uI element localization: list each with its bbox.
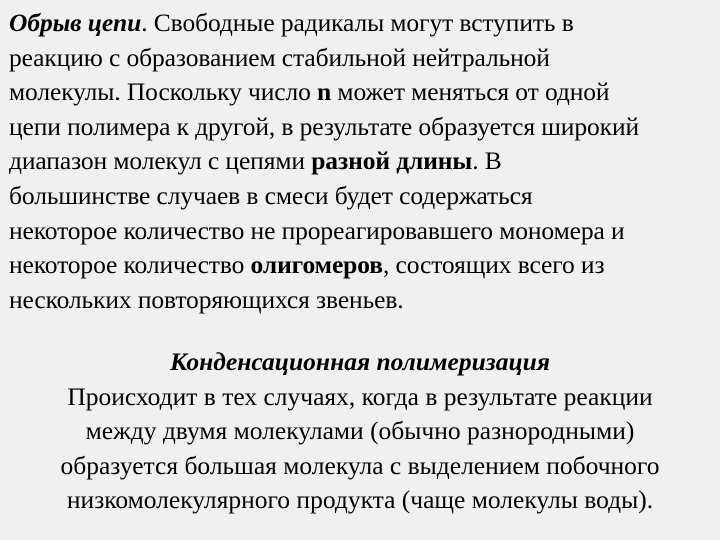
text-line: нескольких повторяющихся звеньев. (9, 284, 404, 314)
oligomers-term: олигомеров (250, 250, 383, 280)
text-fragment: , состоящих всего из (382, 250, 605, 280)
text-fragment: может меняться от одной (331, 77, 610, 107)
text-line: большинстве случаев в смеси будет содержаться (9, 180, 533, 210)
text-line (9, 75, 712, 110)
text-line: между двумя молекулами (обычно разнородными) (85, 416, 635, 446)
text-line: реакцию с образованием стабильной нейтральной (9, 42, 550, 72)
text-fragment: молекулы. Поскольку число (9, 77, 318, 107)
text-line (9, 248, 712, 283)
condensation-section (0, 345, 720, 518)
text-line: Происходит в тех случаях, когда в результате реакции (67, 381, 653, 411)
variable-n: n (317, 77, 332, 107)
text-fragment: диапазон молекул с цепями (9, 146, 312, 176)
text-fragment: некоторое количество (9, 250, 251, 280)
different-length-term: разной длины (311, 146, 473, 176)
text-fragment: . Свободные радикалы могут вступить в (141, 8, 574, 37)
chain-termination-term: Обрыв цепи (9, 8, 142, 37)
text-line (9, 144, 712, 179)
text-fragment: . В (472, 146, 502, 176)
text-line: образуется большая молекула с выделением побочного (60, 450, 660, 480)
text-line (9, 6, 712, 41)
text-line: низкомолекулярного продукта (чаще молекулы воды). (66, 485, 654, 515)
text-line: некоторое количество не прореагировавшего мономера и (9, 215, 625, 245)
chain-termination-paragraph (9, 6, 712, 317)
text-line: цепи полимера к другой, в результате образуется широкий (9, 111, 640, 141)
section-title: Конденсационная полимеризация (170, 347, 550, 376)
